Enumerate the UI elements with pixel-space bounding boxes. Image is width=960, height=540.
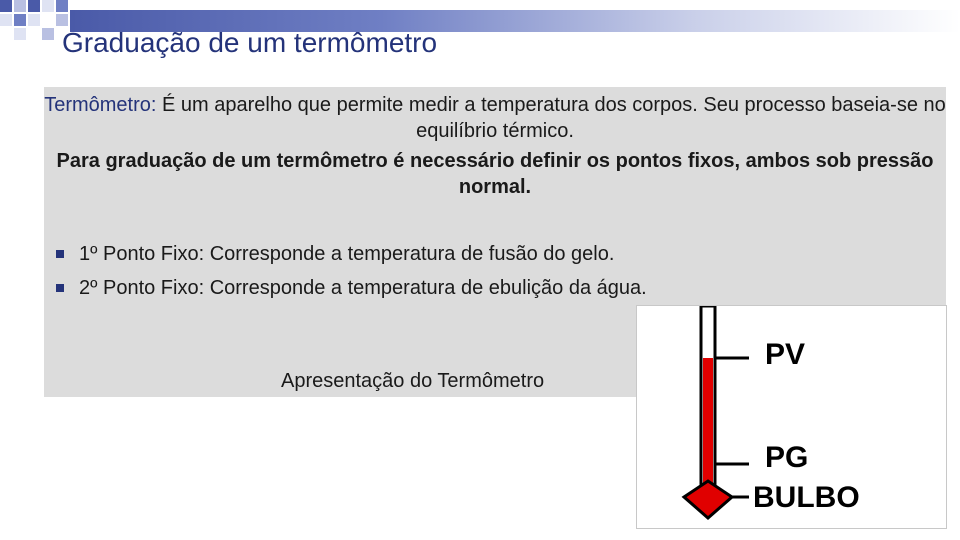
list-item (56, 271, 647, 305)
square-bullet-icon (56, 250, 64, 258)
list-item (56, 237, 647, 271)
decorative-square (42, 28, 54, 40)
decorative-square (0, 0, 12, 12)
decorative-square (14, 0, 26, 12)
list-item-text: : Corresponde a temperatura de ebulição da água. (198, 277, 647, 299)
definition-paragraph (44, 92, 946, 144)
fixed-points-paragraph: Para graduação de um termômetro é necessário definir os pontos fixos, ambos sob pressão normal. (56, 150, 934, 198)
definition-text: É um aparelho que permite medir a temperatura dos corpos. Seu processo baseia-se no equilíbrio térmico. (156, 94, 946, 142)
thermometer-icon (637, 306, 946, 528)
thermometer-illustration (636, 305, 947, 529)
bulbo-label: BULBO (753, 481, 860, 514)
fixed-points-list (56, 237, 647, 305)
decorative-square (42, 0, 54, 12)
definition-lead: Termômetro: (44, 94, 157, 116)
decorative-square (56, 0, 68, 12)
decorative-square (0, 14, 12, 26)
decorative-square (56, 14, 68, 26)
pg-label: PG (765, 441, 809, 474)
thermometer-bulb (684, 481, 732, 518)
list-item-text: : Corresponde a temperatura de fusão do gelo. (198, 243, 615, 265)
slide-title: Graduação de um termômetro (62, 27, 438, 58)
decorative-square (28, 0, 40, 12)
decorative-square (28, 14, 40, 26)
list-item-label: 1º Ponto Fixo (79, 243, 199, 265)
decorative-square (14, 28, 26, 40)
pv-label: PV (765, 338, 806, 371)
list-item-label: 2º Ponto Fixo (79, 277, 199, 299)
decorative-square (14, 14, 26, 26)
square-bullet-icon (56, 284, 64, 292)
thermometer-liquid (703, 358, 713, 498)
thermometer-caption: Apresentação do Termômetro (281, 370, 545, 392)
